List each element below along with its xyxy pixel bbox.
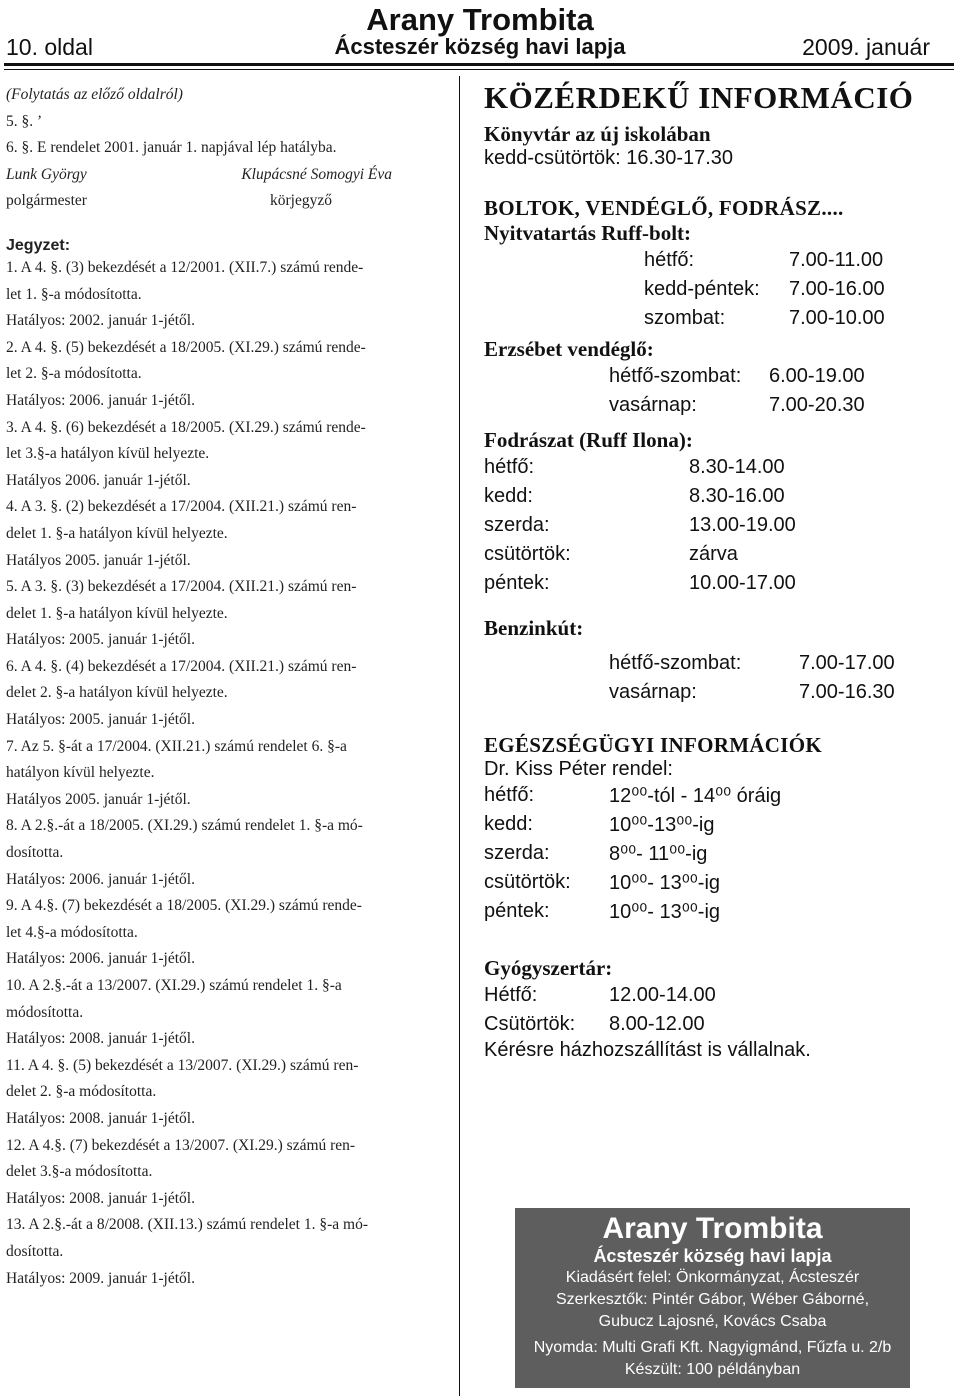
hours-value: 7.00-10.00 <box>789 307 885 329</box>
continuation-note: (Folytatás az előző oldalról) <box>6 86 183 103</box>
note-line: 4. A 3. §. (2) bekezdését a 17/2004. (XII.21.) számú ren- <box>6 498 357 516</box>
hours-row <box>609 391 934 420</box>
left-column <box>6 82 452 1292</box>
page-number: 10. oldal <box>6 34 93 60</box>
masthead-line: Készült: 100 példányban <box>624 1361 801 1378</box>
paragraph-line: 6. §. E rendelet 2001. január 1. napjával lép hatályba. <box>6 139 337 157</box>
note-line: dosította. <box>6 844 64 862</box>
day-label: Csütörtök: <box>484 1013 576 1035</box>
note-line: 12. A 4.§. (7) bekezdését a 13/2007. (XI.29.) számú ren- <box>6 1136 356 1154</box>
ruff-shop-hours <box>644 246 934 333</box>
note-line: 3. A 4. §. (6) bekezdését a 18/2005. (XI.29.) számú rende- <box>6 418 366 436</box>
note-line: Hatályos: 2002. január 1-jétől. <box>6 312 195 330</box>
hours-row <box>484 868 934 897</box>
newspaper-title: Arany Trombita <box>366 2 594 37</box>
signature-roles <box>6 188 452 215</box>
library-title: Könyvtár az új iskolában <box>484 122 711 146</box>
note-line: delet 2. §-a hatályon kívül helyezte. <box>6 684 228 702</box>
paragraph-line: 5. §. ’ <box>6 112 43 130</box>
hours-value: 8⁰⁰- 11⁰⁰-ig <box>609 843 708 865</box>
masthead-title: Arany Trombita <box>602 1212 823 1245</box>
note-line: Hatályos: 2006. január 1-jétől. <box>6 391 195 409</box>
day-label: hétfő: <box>484 456 535 478</box>
note-line: 7. Az 5. §-át a 17/2004. (XII.21.) számú rendelet 6. §-a <box>6 737 347 755</box>
note-line: delet 1. §-a hatályon kívül helyezte. <box>6 524 228 542</box>
note-line: 13. A 2.§.-át a 8/2008. (XII.13.) számú rendelet 1. §-a mó- <box>6 1216 369 1234</box>
hours-row <box>484 839 934 868</box>
note-line: let 2. §-a módosította. <box>6 365 142 383</box>
restaurant-title: Erzsébet vendéglő: <box>484 337 654 361</box>
note-line: Hatályos: 2005. január 1-jétől. <box>6 631 195 649</box>
note-line: Hatályos 2005. január 1-jétől. <box>6 790 191 808</box>
hours-value: 7.00-16.30 <box>799 681 895 703</box>
hours-value: 8.00-12.00 <box>609 1013 705 1035</box>
note-line: 6. A 4. §. (4) bekezdését a 17/2004. (XII.21.) számú ren- <box>6 657 357 675</box>
issue-date: 2009. január <box>802 34 930 60</box>
hours-value: 7.00-20.30 <box>769 394 865 416</box>
day-label: péntek: <box>484 572 550 594</box>
note-line: Hatályos: 2006. január 1-jétől. <box>6 870 195 888</box>
hours-row <box>644 246 934 275</box>
health-heading: EGÉSZSÉGÜGYI INFORMÁCIÓK <box>484 733 823 757</box>
notary-name: Klupácsné Somogyi Éva <box>241 165 392 183</box>
note-line: Hatályos: 2008. január 1-jétől. <box>6 1109 195 1127</box>
note-line: 2. A 4. §. (5) bekezdését a 18/2005. (XI.29.) számú rende- <box>6 338 366 356</box>
hours-row <box>644 275 934 304</box>
mayor-role: polgármester <box>6 192 87 210</box>
masthead-line: Nyomda: Multi Grafi Kft. Nagyigmánd, Fűzfa u. 2/b <box>533 1339 892 1356</box>
hours-row <box>484 540 934 569</box>
note-line: delet 2. §-a módosította. <box>6 1083 157 1101</box>
hours-value: 10⁰⁰-13⁰⁰-ig <box>609 814 715 836</box>
day-label: vasárnap: <box>609 681 697 703</box>
hours-value: 12.00-14.00 <box>609 984 716 1006</box>
masthead-line: Szerkesztők: Pintér Gábor, Wéber Gáborné, <box>555 1291 870 1308</box>
notes-heading: Jegyzet: <box>6 236 71 254</box>
masthead-box <box>515 1208 910 1388</box>
right-column <box>484 80 934 1062</box>
hours-value: 13.00-19.00 <box>689 514 796 536</box>
hours-value: 8.30-14.00 <box>689 456 785 478</box>
day-label: hétfő-szombat: <box>609 365 742 387</box>
hours-value: zárva <box>689 543 738 565</box>
day-label: szombat: <box>644 307 726 329</box>
note-line: Hatályos: 2006. január 1-jétől. <box>6 950 195 968</box>
day-label: szerda: <box>484 514 550 536</box>
public-info-heading: KÖZÉRDEKŰ INFORMÁCIÓ <box>484 80 914 115</box>
note-line: delet 3.§-a módosította. <box>6 1163 153 1181</box>
newspaper-subtitle: Ácsteszér község havi lapja <box>334 34 626 59</box>
hours-row <box>609 362 934 391</box>
day-label: hétfő-szombat: <box>609 652 742 674</box>
restaurant-hours <box>609 362 934 420</box>
note-line: hatályon kívül helyezte. <box>6 764 155 782</box>
shops-heading: BOLTOK, VENDÉGLŐ, FODRÁSZ.... <box>484 196 844 220</box>
day-label: szerda: <box>484 842 550 864</box>
column-divider <box>459 76 460 1396</box>
petrol-station-hours <box>609 649 934 707</box>
header-rule-thin <box>4 69 954 70</box>
day-label: vasárnap: <box>609 394 697 416</box>
day-label: hétfő: <box>644 249 695 271</box>
page-header <box>0 0 960 66</box>
doctor-line: Dr. Kiss Péter rendel: <box>484 758 673 780</box>
note-line: let 1. §-a módosította. <box>6 285 142 303</box>
library-hours: kedd-csütörtök: 16.30-17.30 <box>484 147 734 169</box>
note-line: 1. A 4. §. (3) bekezdését a 12/2001. (XII.7.) számú rende- <box>6 258 364 276</box>
header-rule-thick <box>4 63 954 66</box>
hours-row <box>484 810 934 839</box>
hours-value: 10⁰⁰- 13⁰⁰-ig <box>609 901 721 923</box>
pharmacy-hours <box>484 981 934 1039</box>
note-line: 8. A 2.§.-át a 18/2005. (XI.29.) számú rendelet 1. §-a mó- <box>6 817 363 835</box>
hours-row <box>484 1010 934 1039</box>
notary-role: körjegyző <box>270 192 332 210</box>
masthead-line: Gubucz Lajosné, Kovács Csaba <box>598 1313 827 1330</box>
masthead-subtitle: Ácsteszér község havi lapja <box>593 1246 832 1266</box>
day-label: hétfő: <box>484 784 535 806</box>
hours-row <box>609 649 934 678</box>
day-label: kedd: <box>484 813 533 835</box>
hours-value: 6.00-19.00 <box>769 365 865 387</box>
note-line: let 3.§-a hatályon kívül helyezte. <box>6 445 210 463</box>
doctor-hours <box>484 781 934 926</box>
note-line: 9. A 4.§. (7) bekezdését a 18/2005. (XI.29.) számú rende- <box>6 897 362 915</box>
day-label: Hétfő: <box>484 984 538 1006</box>
petrol-station-title: Benzinkút: <box>484 616 584 640</box>
note-line: Hatályos: 2008. január 1-jétől. <box>6 1189 195 1207</box>
note-line: let 4.§-a módosította. <box>6 923 138 941</box>
day-label: csütörtök: <box>484 543 571 565</box>
hours-row <box>484 511 934 540</box>
signature-names <box>6 162 452 189</box>
pharmacy-title: Gyógyszertár: <box>484 956 613 980</box>
note-line: delet 1. §-a hatályon kívül helyezte. <box>6 604 228 622</box>
note-line: 10. A 2.§.-át a 13/2007. (XI.29.) számú rendelet 1. §-a <box>6 977 342 994</box>
day-label: péntek: <box>484 900 550 922</box>
note-line: Hatályos: 2005. január 1-jétől. <box>6 711 195 729</box>
hours-value: 7.00-16.00 <box>789 278 885 300</box>
hairdresser-hours <box>484 453 934 598</box>
hairdresser-title: Fodrászat (Ruff Ilona): <box>484 428 693 452</box>
hours-value: 12⁰⁰-tól - 14⁰⁰ óráig <box>609 785 782 807</box>
day-label: kedd: <box>484 485 533 507</box>
note-line: Hatályos 2006. január 1-jétől. <box>6 471 191 489</box>
hours-value: 8.30-16.00 <box>689 485 785 507</box>
pharmacy-note: Kérésre házhozszállítást is vállalnak. <box>484 1039 811 1061</box>
hours-value: 7.00-11.00 <box>789 249 884 271</box>
note-line: Hatályos: 2008. január 1-jétől. <box>6 1030 195 1048</box>
day-label: kedd-péntek: <box>644 278 760 300</box>
hours-value: 10⁰⁰- 13⁰⁰-ig <box>609 872 721 894</box>
note-line: Hatályos 2005. január 1-jétől. <box>6 551 191 569</box>
note-line: dosította. <box>6 1242 64 1260</box>
hours-row <box>484 453 934 482</box>
hours-row <box>644 304 934 333</box>
day-label: csütörtök: <box>484 871 571 893</box>
hours-row <box>484 981 934 1010</box>
hours-row <box>484 897 934 926</box>
hours-value: 7.00-17.00 <box>799 652 895 674</box>
hours-row <box>609 678 934 707</box>
hours-row <box>484 569 934 598</box>
note-line: 5. A 3. §. (3) bekezdését a 17/2004. (XII.21.) számú ren- <box>6 578 357 596</box>
hours-value: 10.00-17.00 <box>689 572 796 594</box>
note-line: 11. A 4. §. (5) bekezdését a 13/2007. (XI.29.) számú ren- <box>6 1056 359 1074</box>
mayor-name: Lunk György <box>6 165 87 183</box>
notes-list <box>6 255 452 1292</box>
note-line: módosította. <box>6 1003 84 1021</box>
hours-row <box>484 781 934 810</box>
hours-row <box>484 482 934 511</box>
note-line: Hatályos: 2009. január 1-jétől. <box>6 1269 195 1287</box>
masthead-line: Kiadásért felel: Önkormányzat, Ácsteszér <box>565 1269 860 1286</box>
ruff-shop-title: Nyitvatartás Ruff-bolt: <box>484 221 692 245</box>
